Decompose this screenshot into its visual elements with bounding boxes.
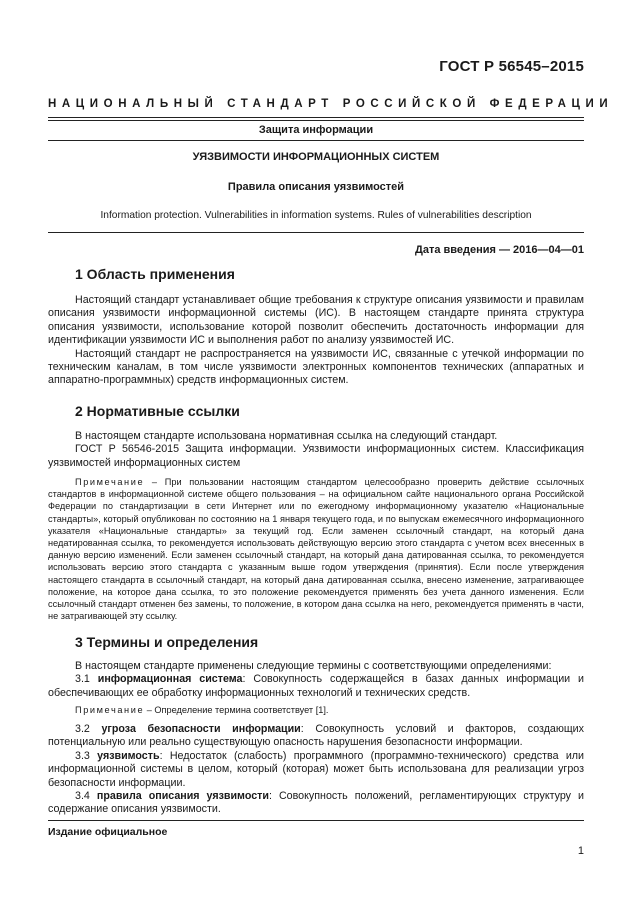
term-number: 3.1 — [75, 673, 98, 686]
english-title: Information protection. Vulnerabilities in information systems. Rules of vulnerabilities description — [100, 210, 532, 221]
page-number: 1 — [577, 845, 584, 857]
subject-title: Защита информации — [258, 124, 374, 136]
main-title: УЯЗВИМОСТИ ИНФОРМАЦИОННЫХ СИСТЕМ — [192, 151, 440, 163]
section-3-terms — [48, 723, 584, 817]
section-1-paragraph-2: Настоящий стандарт не распространяется на уязвимости ИС, связанные с утечкой информации по техническим каналам, в том числе уязвимости электронных компонентов технических (аппаратных и аппаратно-программных) средств информационных систем. — [48, 347, 584, 387]
term-name: уязвимость — [97, 749, 160, 762]
term-3-4 — [48, 790, 584, 817]
section-2-heading: 2 Нормативные ссылки — [75, 403, 240, 419]
footer-divider — [48, 820, 584, 821]
term-3-1 — [48, 673, 584, 700]
term-definition: : Совокупность условий и факторов, создающих потенциальную или реально существующую опасность нарушения безопасности информации. — [48, 723, 584, 749]
official-edition-label: Издание официальное — [48, 826, 168, 838]
sub-title: Правила описания уязвимостей — [227, 181, 405, 193]
term-definition: : Недостаток (слабость) программного (программно-технического) средства или информационной системы в целом, который (которая) может быть использована для реализации угроз безопасности информации. — [48, 749, 584, 789]
section-2-body — [48, 430, 584, 470]
term-name: угроза безопасности информации — [101, 723, 301, 735]
section-2-note — [48, 476, 584, 622]
term-3-3 — [48, 750, 584, 790]
section-2-paragraph-1: В настоящем стандарте использована нормативная ссылка на следующий стандарт. — [75, 430, 498, 442]
section-2-reference: ГОСТ Р 56546-2015 Защита информации. Уязвимости информационных систем. Классификация уязвимостей информационных систем — [48, 443, 584, 469]
section-1-heading: 1 Область применения — [75, 266, 235, 282]
section-3-body — [48, 660, 584, 700]
section-1-body — [48, 294, 584, 388]
term-definition: : Совокупность положений, регламентирующих структуру и содержание описания уязвимости. — [48, 790, 585, 816]
term-name: информационная система — [97, 673, 243, 686]
section-3-heading: 3 Термины и определения — [75, 634, 259, 650]
note-label: Примечание — [75, 477, 145, 487]
standard-number: ГОСТ Р 56545–2015 — [439, 58, 584, 75]
national-standard-banner: НАЦИОНАЛЬНЫЙ СТАНДАРТ РОССИЙСКОЙ ФЕДЕРАЦИИ — [48, 98, 614, 110]
introduction-date: Дата введения — 2016—04—01 — [415, 244, 584, 256]
term-name: правила описания уязвимости — [96, 790, 269, 803]
term-number: 3.2 — [75, 723, 102, 735]
term-definition: : Совокупность содержащейся в базах данных информации и обеспечивающих ее обработку информационных технологий и технических средств. — [48, 673, 585, 699]
term-number: 3.3 — [75, 749, 98, 762]
section-1-paragraph-1: Настоящий стандарт устанавливает общие требования к структуре описания уязвимости и правилам описания уязвимости информационной системы (ИС). В настоящем стандарте принята структура описания уязвимости, использование которой позволит обеспечить достаточность информации для идентификации уязвимости ИС и выполнения работ по анализу уязвимостей ИС. — [48, 294, 584, 347]
section-3-note — [48, 704, 584, 716]
subject-divider — [48, 140, 584, 141]
note-label: Примечание — [75, 705, 145, 715]
header-divider-bottom — [48, 120, 584, 121]
header-divider-top — [48, 117, 584, 118]
term-number: 3.4 — [75, 790, 97, 803]
title-divider — [48, 232, 584, 233]
section-3-intro: В настоящем стандарте применены следующие термины с соответствующими определениями: — [75, 660, 552, 672]
term-3-2 — [48, 723, 584, 750]
note-text: – При пользовании настоящим стандартом целесообразно проверить действие ссылочных стандартов в информационной системе общего пользования – на официальном сайте национального органа Российской Федерации по стандартизации в сети Интернет или по ежегодному информационному указателю «Национальные стандарты», который опубликован по состоянию на 1 января текущего года, и по выпускам ежемесячного информационного указателя «Национальные стандарты» за текущий год. Если заменен ссылочный стандарт, на который дана недатированная ссылка, то рекомендуется использовать действующую версию этого стандарта с учетом всех внесенных в данную версию изменений. Если заменен ссылочный стандарт, на который дана датированная ссылка, то рекомендуется использовать версию этого стандарта с указанным выше годом утверждения (принятия). Если после утверждения настоящего стандарта в ссылочный стандарт, на который дана датированная ссылка, внесено изменение, затрагивающее положение, на которое дана ссылка, то это положение рекомендуется применять без учета данного изменения. Если ссылочный стандарт отменен без замены, то положение, в котором дана ссылка на него, рекомендуется применять в части, не затрагивающей эту ссылку. — [48, 477, 584, 622]
note-text: – Определение термина соответствует [1]. — [144, 705, 329, 715]
